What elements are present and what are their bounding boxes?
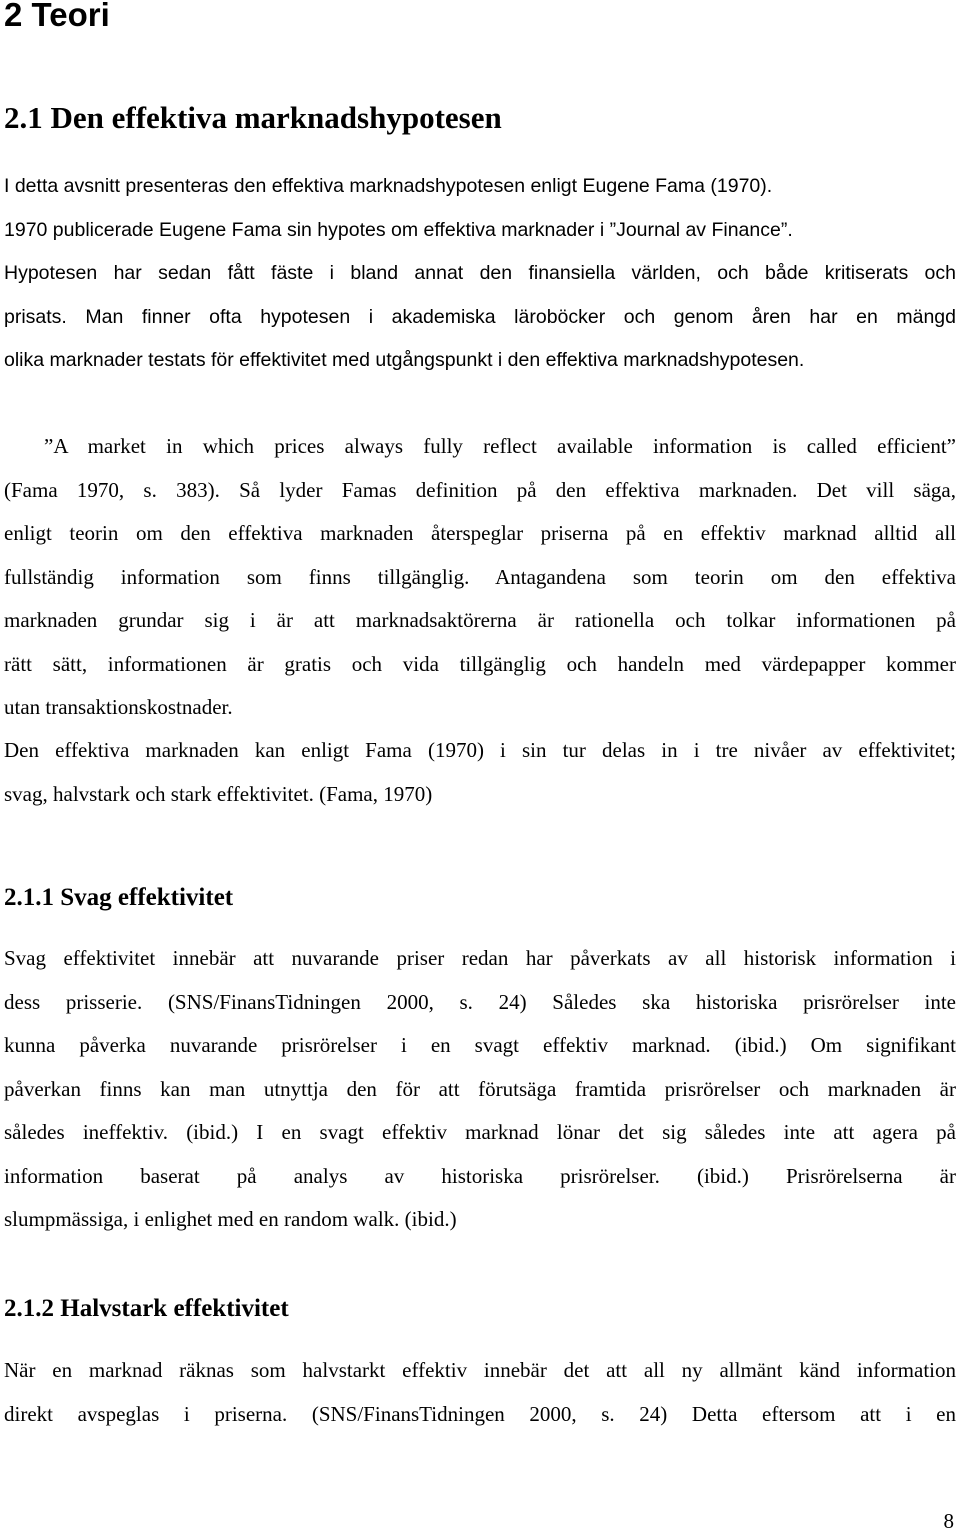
levels-paragraph [4,729,956,816]
weak-efficiency-paragraph [4,937,956,1242]
text-line: slumpmässiga, i enlighet med en random walk. (ibid.) [4,1207,457,1231]
text-line: enligt teorin om den effektiva marknaden återspeglar priserna på en effektiv marknad alltid all [4,521,956,545]
text-line: påverkan finns kan man utnyttja den för att förutsäga framtida prisrörelser och marknaden är [4,1076,956,1101]
text-line: svag, halvstark och stark effektivitet. (Fama, 1970) [4,781,433,806]
text-line: (Fama 1970, s. 383). Så lyder Famas definition på den effektiva marknaden. Det vill säga, [4,477,956,502]
text-line: prisats. Man finner ofta hypotesen i akademiska läroböcker och genom åren har en mängd [4,305,956,328]
text-line: I detta avsnitt presenteras den effektiva marknadshypotesen enligt Eugene Fama (1970). [4,175,773,197]
text-line: 1970 publicerade Eugene Fama sin hypotes om effektiva marknader i ”Journal av Finance”. [4,218,793,241]
text-line: direkt avspeglas i priserna. (SNS/FinansTidningen 2000, s. 24) Detta eftersom att i en [4,1401,956,1426]
text-line: Hypotesen har sedan fått fäste i bland annat den finansiella världen, och både kritiserats och [4,262,956,284]
text-line: När en marknad räknas som halvstarkt effektiv innebär det att all ny allmänt känd information [4,1358,956,1382]
page-number: 8 [943,1509,954,1533]
text-line: information baserat på analys av historiska prisrörelser. (ibid.) Prisrörelserna är [4,1163,956,1188]
section-heading: 2.1 Den effektiva marknadshypotesen [4,100,502,135]
intro-paragraph [4,165,956,383]
text-line: rätt sätt, informationen är gratis och vida tillgänglig och handeln med värdepapper kommer [4,651,956,676]
quote-line: ”A market in which prices always fully reflect available information is called efficient” [44,434,956,458]
subsection-heading-weak: 2.1.1 Svag effektivitet [4,884,234,911]
text-line: utan transaktionskostnader. [4,695,233,719]
chapter-heading: 2 Teori [4,0,110,33]
text-line: marknaden grundar sig i är att marknadsaktörerna är rationella och tolkar informationen på [4,608,956,632]
subsection-heading-semi: 2.1.2 Halvstark effektivitet [4,1295,289,1322]
text-line: Den effektiva marknaden kan enligt Fama (1970) i sin tur delas in i tre nivåer av effektivitet; [4,738,956,762]
text-line: dess prisserie. (SNS/FinansTidningen 2000, s. 24) Således ska historiska prisrörelser inte [4,989,956,1014]
text-line: kunna påverka nuvarande prisrörelser i en svagt effektiv marknad. (ibid.) Om signifikant [4,1033,956,1057]
text-line: Svag effektivitet innebär att nuvarande priser redan har påverkats av all historisk information i [4,946,956,970]
definition-paragraph [4,425,956,730]
semi-strong-paragraph [4,1349,956,1436]
text-line: således ineffektiv. (ibid.) I en svagt effektiv marknad lönar det sig således inte att agera på [4,1120,956,1144]
text-line: olika marknader testats för effektivitet med utgångspunkt i den effektiva marknadshypotesen. [4,349,805,371]
text-line: fullständig information som finns tillgänglig. Antagandena som teorin om den effektiva [4,564,956,589]
